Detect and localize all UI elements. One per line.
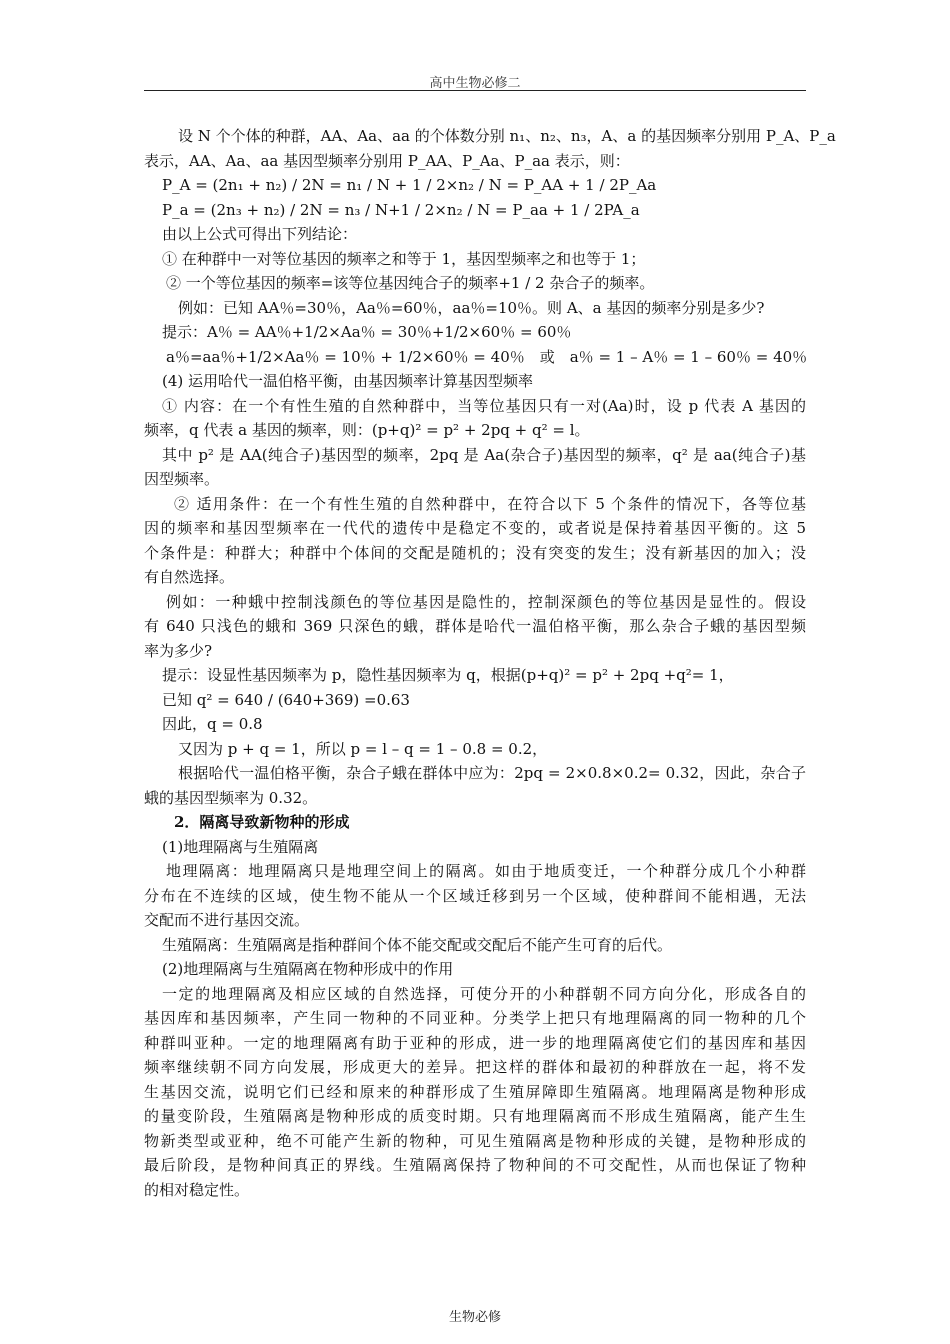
section-heading: 2．隔离导致新物种的形成 bbox=[174, 813, 350, 831]
list-item: ① 在种群中一对等位基因的频率之和等于 1，基因型频率之和也等于 1； bbox=[162, 249, 646, 268]
text-line: 因的频率和基因型频率在一代代的遗传中是稳定不变的，或者说是保持着基因平衡的。这 5 bbox=[144, 519, 806, 537]
hint-line: a％=aa％+1/2×Aa％ = 10％ + 1/2×60％ = 40％ 或 a％ = 1 – A％ = 1 – 60％ = 40％ bbox=[166, 347, 808, 366]
text-line: 频率继续朝不同方向发展，形成更大的差异。把这样的群体和最初的种群放在一起，将不发 bbox=[144, 1058, 806, 1076]
text-line: 基因库和基因频率，产生同一物种的不同亚种。分类学上把只有地理隔离的同一物种的几个 bbox=[144, 1009, 806, 1027]
hint-line: 提示：A％ = AA％+1/2×Aa％ = 30％+1/2×60％ = 60％ bbox=[162, 323, 572, 341]
text-line: 生基因交流，说明它们已经和原来的种群形成了生殖屏障即生殖隔离。地理隔离是物种形成 bbox=[144, 1082, 806, 1101]
text-line: 其中 p² 是 AA(纯合子)基因型的频率，2pq 是 Aa(杂合子)基因型的频率，q² 是 aa(纯合子)基 bbox=[162, 445, 806, 464]
text-line: 地理隔离：地理隔离只是地理空间上的隔离。如由于地质变迁，一个种群分成几个小种群 bbox=[166, 862, 806, 880]
header-rule bbox=[144, 90, 806, 91]
list-item: ② 一个等位基因的频率=该等位基因纯合子的频率+1 / 2 杂合子的频率。 bbox=[166, 274, 655, 292]
example-line: 例如：一种蛾中控制浅颜色的等位基因是隐性的，控制深颜色的等位基因是显性的。假设 bbox=[166, 592, 806, 611]
text-line: 的量变阶段，生殖隔离是物种形成的质变时期。只有地理隔离而不形成生殖隔离，能产生生 bbox=[144, 1107, 806, 1125]
text-line: 率为多少? bbox=[144, 641, 213, 660]
document-body bbox=[144, 124, 836, 1202]
text-line: ② 适用条件：在一个有性生殖的自然种群中，在符合以下 5 个条件的情况下，各等位基 bbox=[174, 494, 806, 513]
page-footer: 生物必修 bbox=[448, 1310, 501, 1325]
text-line: 分布在不连续的区域，使生物不能从一个区域迁移到另一个区域，使种群间不能相遇，无法 bbox=[144, 886, 806, 905]
text-line: 交配而不进行基因交流。 bbox=[144, 911, 310, 929]
text-line: 一定的地理隔离及相应区域的自然选择，可使分开的小种群朝不同方向分化，形成各自的 bbox=[162, 984, 806, 1003]
hint-line: 已知 q² = 640 / (640+369) =0.63 bbox=[162, 690, 410, 709]
text-line: 有自然选择。 bbox=[144, 568, 235, 586]
example-line: 例如：已知 AA％=30％，Aa％=60％，aa％=10％。则 A、a 基因的频率分别是多少? bbox=[178, 298, 765, 317]
subsection-heading: (2)地理隔离与生殖隔离在物种形成中的作用 bbox=[162, 960, 454, 978]
hint-line: 又因为 p + q = 1，所以 p = l – q = 1 – 0.8 = 0.2， bbox=[178, 739, 548, 758]
text-line: 的相对稳定性。 bbox=[144, 1180, 250, 1199]
hint-line: 因此，q = 0.8 bbox=[162, 715, 263, 733]
text-line: 设 N 个个体的种群，AA、Aa、aa 的个体数分别 n₁、n₂、n₃，A、a 的基因频率分别用 P_A、P_a bbox=[178, 127, 836, 145]
text-line: 表示，AA、Aa、aa 基因型频率分别用 P_AA、P_Aa、P_aa 表示，则： bbox=[144, 151, 630, 170]
text-line: 有 640 只浅色的蛾和 369 只深色的蛾，群体是哈代一温伯格平衡，那么杂合子蛾的基因型频 bbox=[144, 617, 806, 635]
text-line: 因型频率。 bbox=[144, 470, 220, 488]
section-heading: (4) 运用哈代一温伯格平衡，由基因频率计算基因型频率 bbox=[162, 372, 534, 390]
text-line: 最后阶段，是物种间真正的界线。生殖隔离保持了物种间的不可交配性，从而也保证了物种 bbox=[144, 1156, 806, 1174]
page-header: 高中生物必修二 bbox=[429, 76, 521, 91]
subsection-heading: (1)地理隔离与生殖隔离 bbox=[162, 837, 319, 856]
text-line: 生殖隔离：生殖隔离是指种群间个体不能交配或交配后不能产生可育的后代。 bbox=[162, 935, 673, 954]
text-line: 种群叫亚种。一定的地理隔离有助于亚种的形成，进一步的地理隔离使它们的基因库和基因 bbox=[144, 1033, 806, 1052]
text-line: 蛾的基因型频率为 0.32。 bbox=[144, 788, 318, 807]
text-line: 由以上公式可得出下列结论： bbox=[162, 225, 358, 243]
text-line: 频率，q 代表 a 基因的频率，则：(p+q)² = p² + 2pq + q² = l。 bbox=[144, 421, 590, 439]
hint-line: 提示：设显性基因频率为 p，隐性基因频率为 q，根据(p+q)² = p² + 2pq +q²= 1， bbox=[162, 666, 734, 684]
formula-line: P_A = (2n₁ + n₂) / 2N = n₁ / N + 1 / 2×n₂ / N = P_AA + 1 / 2P_Aa bbox=[162, 176, 657, 194]
text-line: 根据哈代一温伯格平衡，杂合子蛾在群体中应为：2pq = 2×0.8×0.2= 0.32，因此，杂合子 bbox=[178, 764, 806, 782]
text-line: 物新类型或亚种，绝不可能产生新的物种，可见生殖隔离是物种形成的关键，是物种形成的 bbox=[144, 1131, 806, 1150]
formula-line: P_a = (2n₃ + n₂) / 2N = n₃ / N+1 / 2×n₂ / N = P_aa + 1 / 2PA_a bbox=[162, 200, 640, 219]
text-line: ① 内容：在一个有性生殖的自然种群中，当等位基因只有一对(Aa)时，设 p 代表 A 基因的 bbox=[162, 396, 806, 415]
text-line: 个条件是：种群大；种群中个体间的交配是随机的；没有突变的发生；没有新基因的加入；没 bbox=[144, 543, 806, 562]
